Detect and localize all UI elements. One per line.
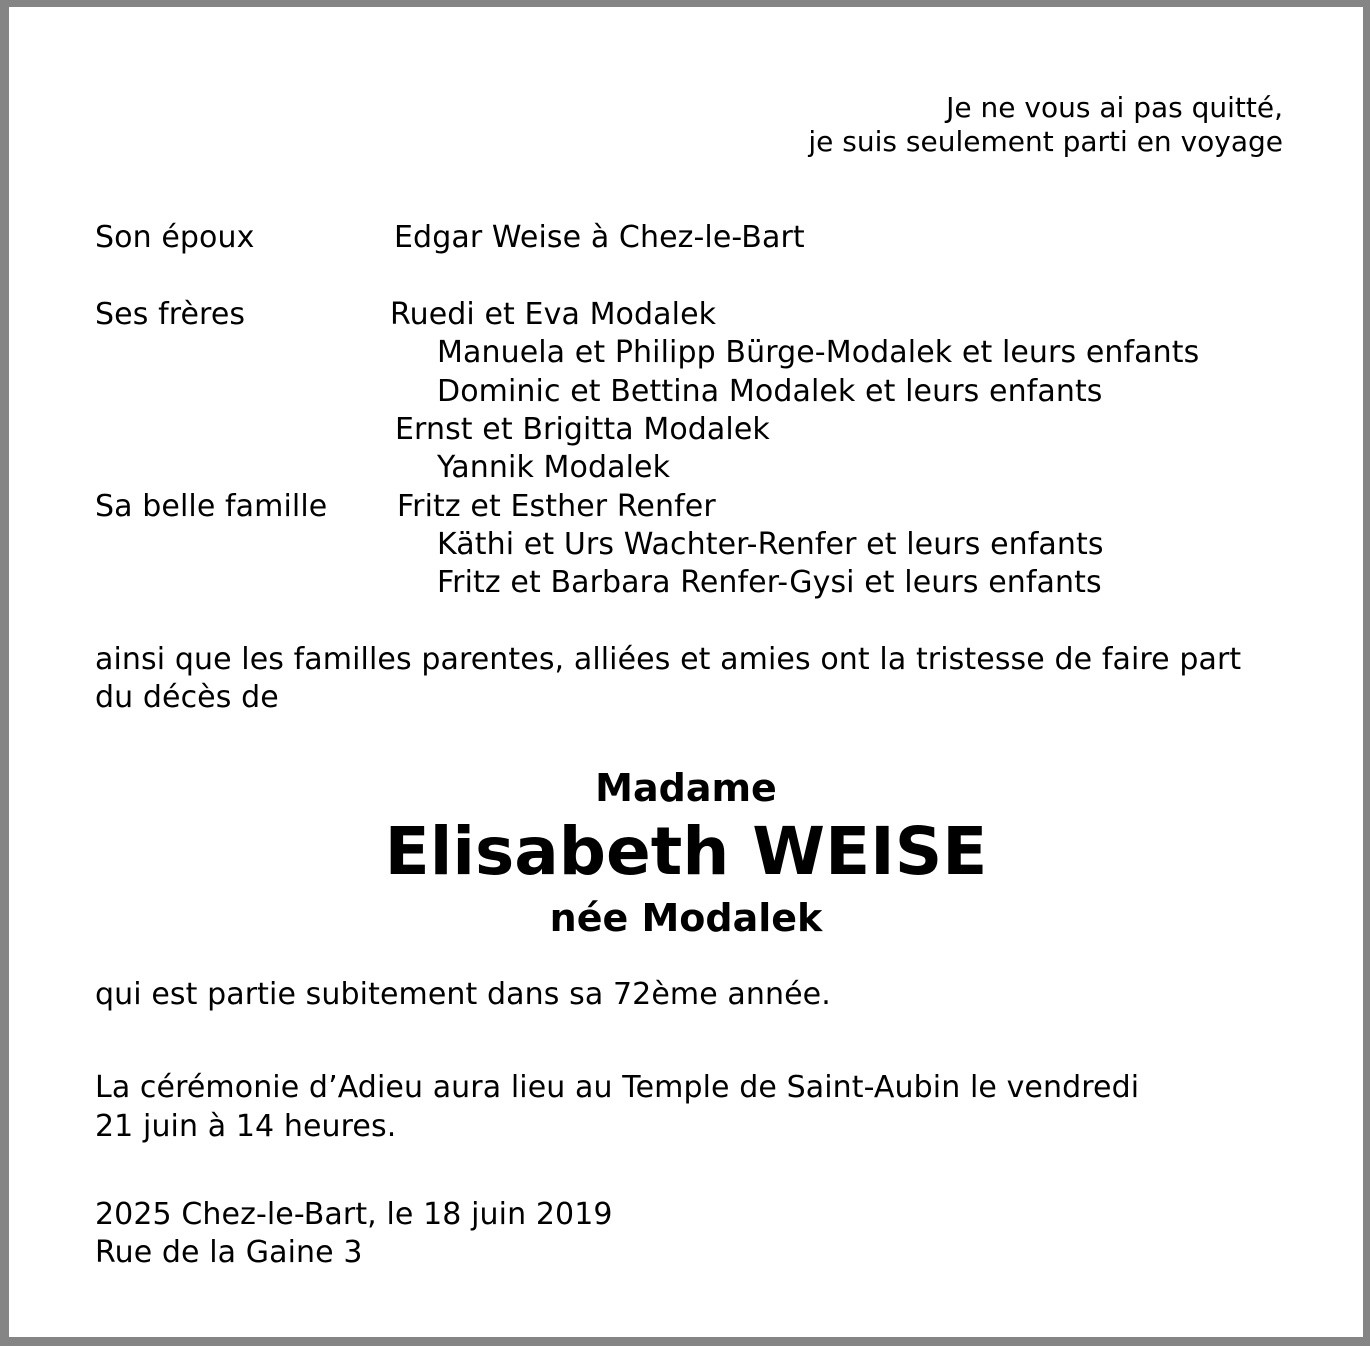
motto-line-1: Je ne vous ai pas quitté, [946, 91, 1283, 124]
ceremony-line-2: 21 juin à 14 heures. [95, 1109, 397, 1144]
announcement-line-1: ainsi que les familles parentes, alliées et amies ont la tristesse de faire part [95, 642, 1242, 677]
deceased-name: Elisabeth WEISE [384, 813, 988, 890]
address-line-2: Rue de la Gaine 3 [95, 1235, 363, 1270]
spouse-name: Edgar Weise à Chez-le-Bart [394, 220, 805, 255]
inlaws-name: Fritz et Esther Renfer [397, 489, 716, 524]
deceased-title: Madame [595, 766, 777, 810]
motto-line-2: je suis seulement parti en voyage [808, 125, 1283, 158]
brother-2-child-1: Yannik Modalek [437, 450, 671, 485]
brother-2: Ernst et Brigitta Modalek [395, 412, 770, 447]
address-line-1: 2025 Chez-le-Bart, le 18 juin 2019 [95, 1197, 613, 1232]
motto-quote [808, 91, 1283, 159]
inlaws-child-1: Käthi et Urs Wachter-Renfer et leurs enfants [437, 527, 1104, 562]
announcement-line-2: du décès de [95, 680, 279, 715]
inlaws-label: Sa belle famille [95, 489, 328, 524]
brothers-label: Ses frères [95, 297, 246, 332]
brother-1-child-1: Manuela et Philipp Bürge-Modalek et leurs enfants [437, 335, 1200, 370]
deceased-maiden-name: née Modalek [549, 896, 823, 940]
inlaws-child-2: Fritz et Barbara Renfer-Gysi et leurs enfants [437, 565, 1102, 600]
spouse-label: Son époux [95, 220, 255, 255]
ceremony-line-1: La cérémonie d’Adieu aura lieu au Temple de Saint-Aubin le vendredi [95, 1070, 1140, 1105]
age-statement: qui est partie subitement dans sa 72ème année. [95, 977, 831, 1012]
brother-1-child-2: Dominic et Bettina Modalek et leurs enfants [437, 374, 1103, 409]
brother-1: Ruedi et Eva Modalek [390, 297, 717, 332]
